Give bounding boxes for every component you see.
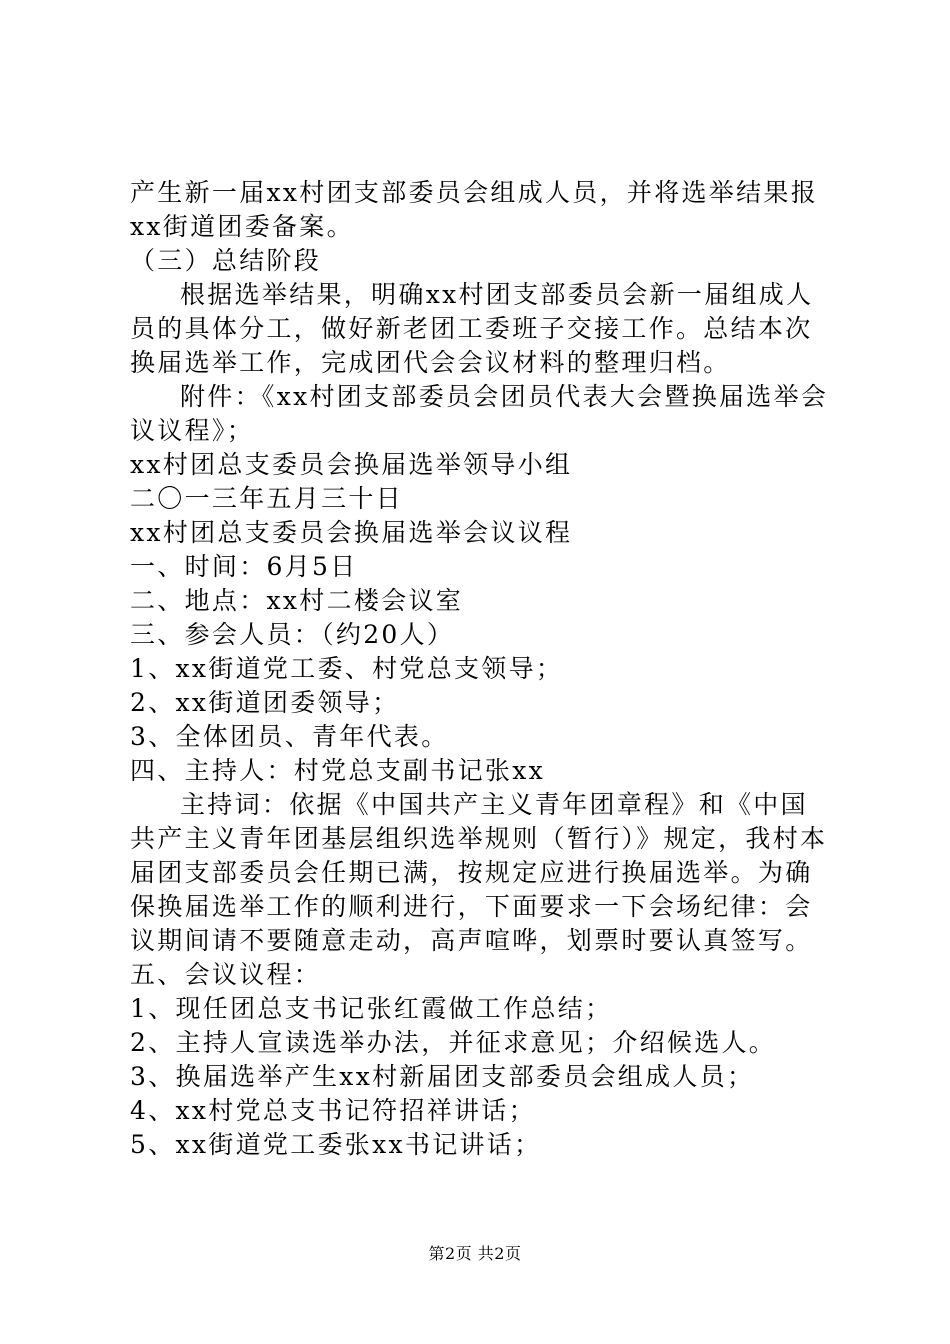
agenda-attendees: 三、参会人员：（约20人） [130, 620, 455, 649]
page-number-footer: 第2页 共2页 [428, 1244, 522, 1263]
agenda-title: xx村团总支委员会换届选举会议议程 [130, 518, 573, 547]
signature-date: 二〇一三年五月三十日 [130, 484, 404, 513]
paragraph-attachment: 附件：《xx村团支部委员会团员代表大会暨换届选举会议议程》； [130, 382, 829, 445]
paragraph-summary: 根据选举结果，明确xx村团支部委员会新一届组成人员的具体分工，做好新老团工委班子交接工作。总结本次换届选举工作，完成团代会会议材料的整理归档。 [130, 280, 814, 377]
attendee-item-3: 3、全体团员、青年代表。 [130, 722, 449, 751]
signature-organization: xx村团总支委员会换届选举领导小组 [130, 450, 573, 479]
procedure-item-1: 1、现任团总支书记张红霞做工作总结； [130, 994, 613, 1023]
procedure-item-2: 2、主持人宣读选举办法，并征求意见；介绍候选人。 [130, 1028, 777, 1057]
agenda-procedure-heading: 五、会议议程： [130, 960, 322, 989]
paragraph-continuation: 产生新一届xx村团支部委员会组成人员，并将选举结果报xx街道团委备案。 [130, 178, 819, 241]
attendee-item-2: 2、xx街道团委领导； [130, 688, 400, 717]
agenda-host: 四、主持人：村党总支副书记张xx [130, 756, 545, 785]
section-heading-summary: （三）总结阶段 [130, 246, 322, 275]
procedure-item-4: 4、xx村党总支书记符招祥讲话； [130, 1096, 536, 1125]
agenda-location: 二、地点：xx村二楼会议室 [130, 586, 464, 615]
procedure-item-5: 5、xx街道党工委张xx书记讲话； [130, 1130, 542, 1159]
agenda-time: 一、时间：6月5日 [130, 552, 358, 581]
document-body [130, 176, 830, 1162]
paragraph-host-speech: 主持词：依据《中国共产主义青年团章程》和《中国共产主义青年团基层组织选举规则（暂行）》规定，我村本届团支部委员会任期已满，按规定应进行换届选举。为确保换届选举工作的顺利进行，下面要求一下会场纪律：会议期间请不要随意走动，高声喧哗，划票时要认真签写。 [130, 790, 828, 955]
procedure-item-3: 3、换届选举产生xx村新届团支部委员会组成人员； [130, 1062, 755, 1091]
attendee-item-1: 1、xx街道党工委、村党总支领导； [130, 654, 564, 683]
